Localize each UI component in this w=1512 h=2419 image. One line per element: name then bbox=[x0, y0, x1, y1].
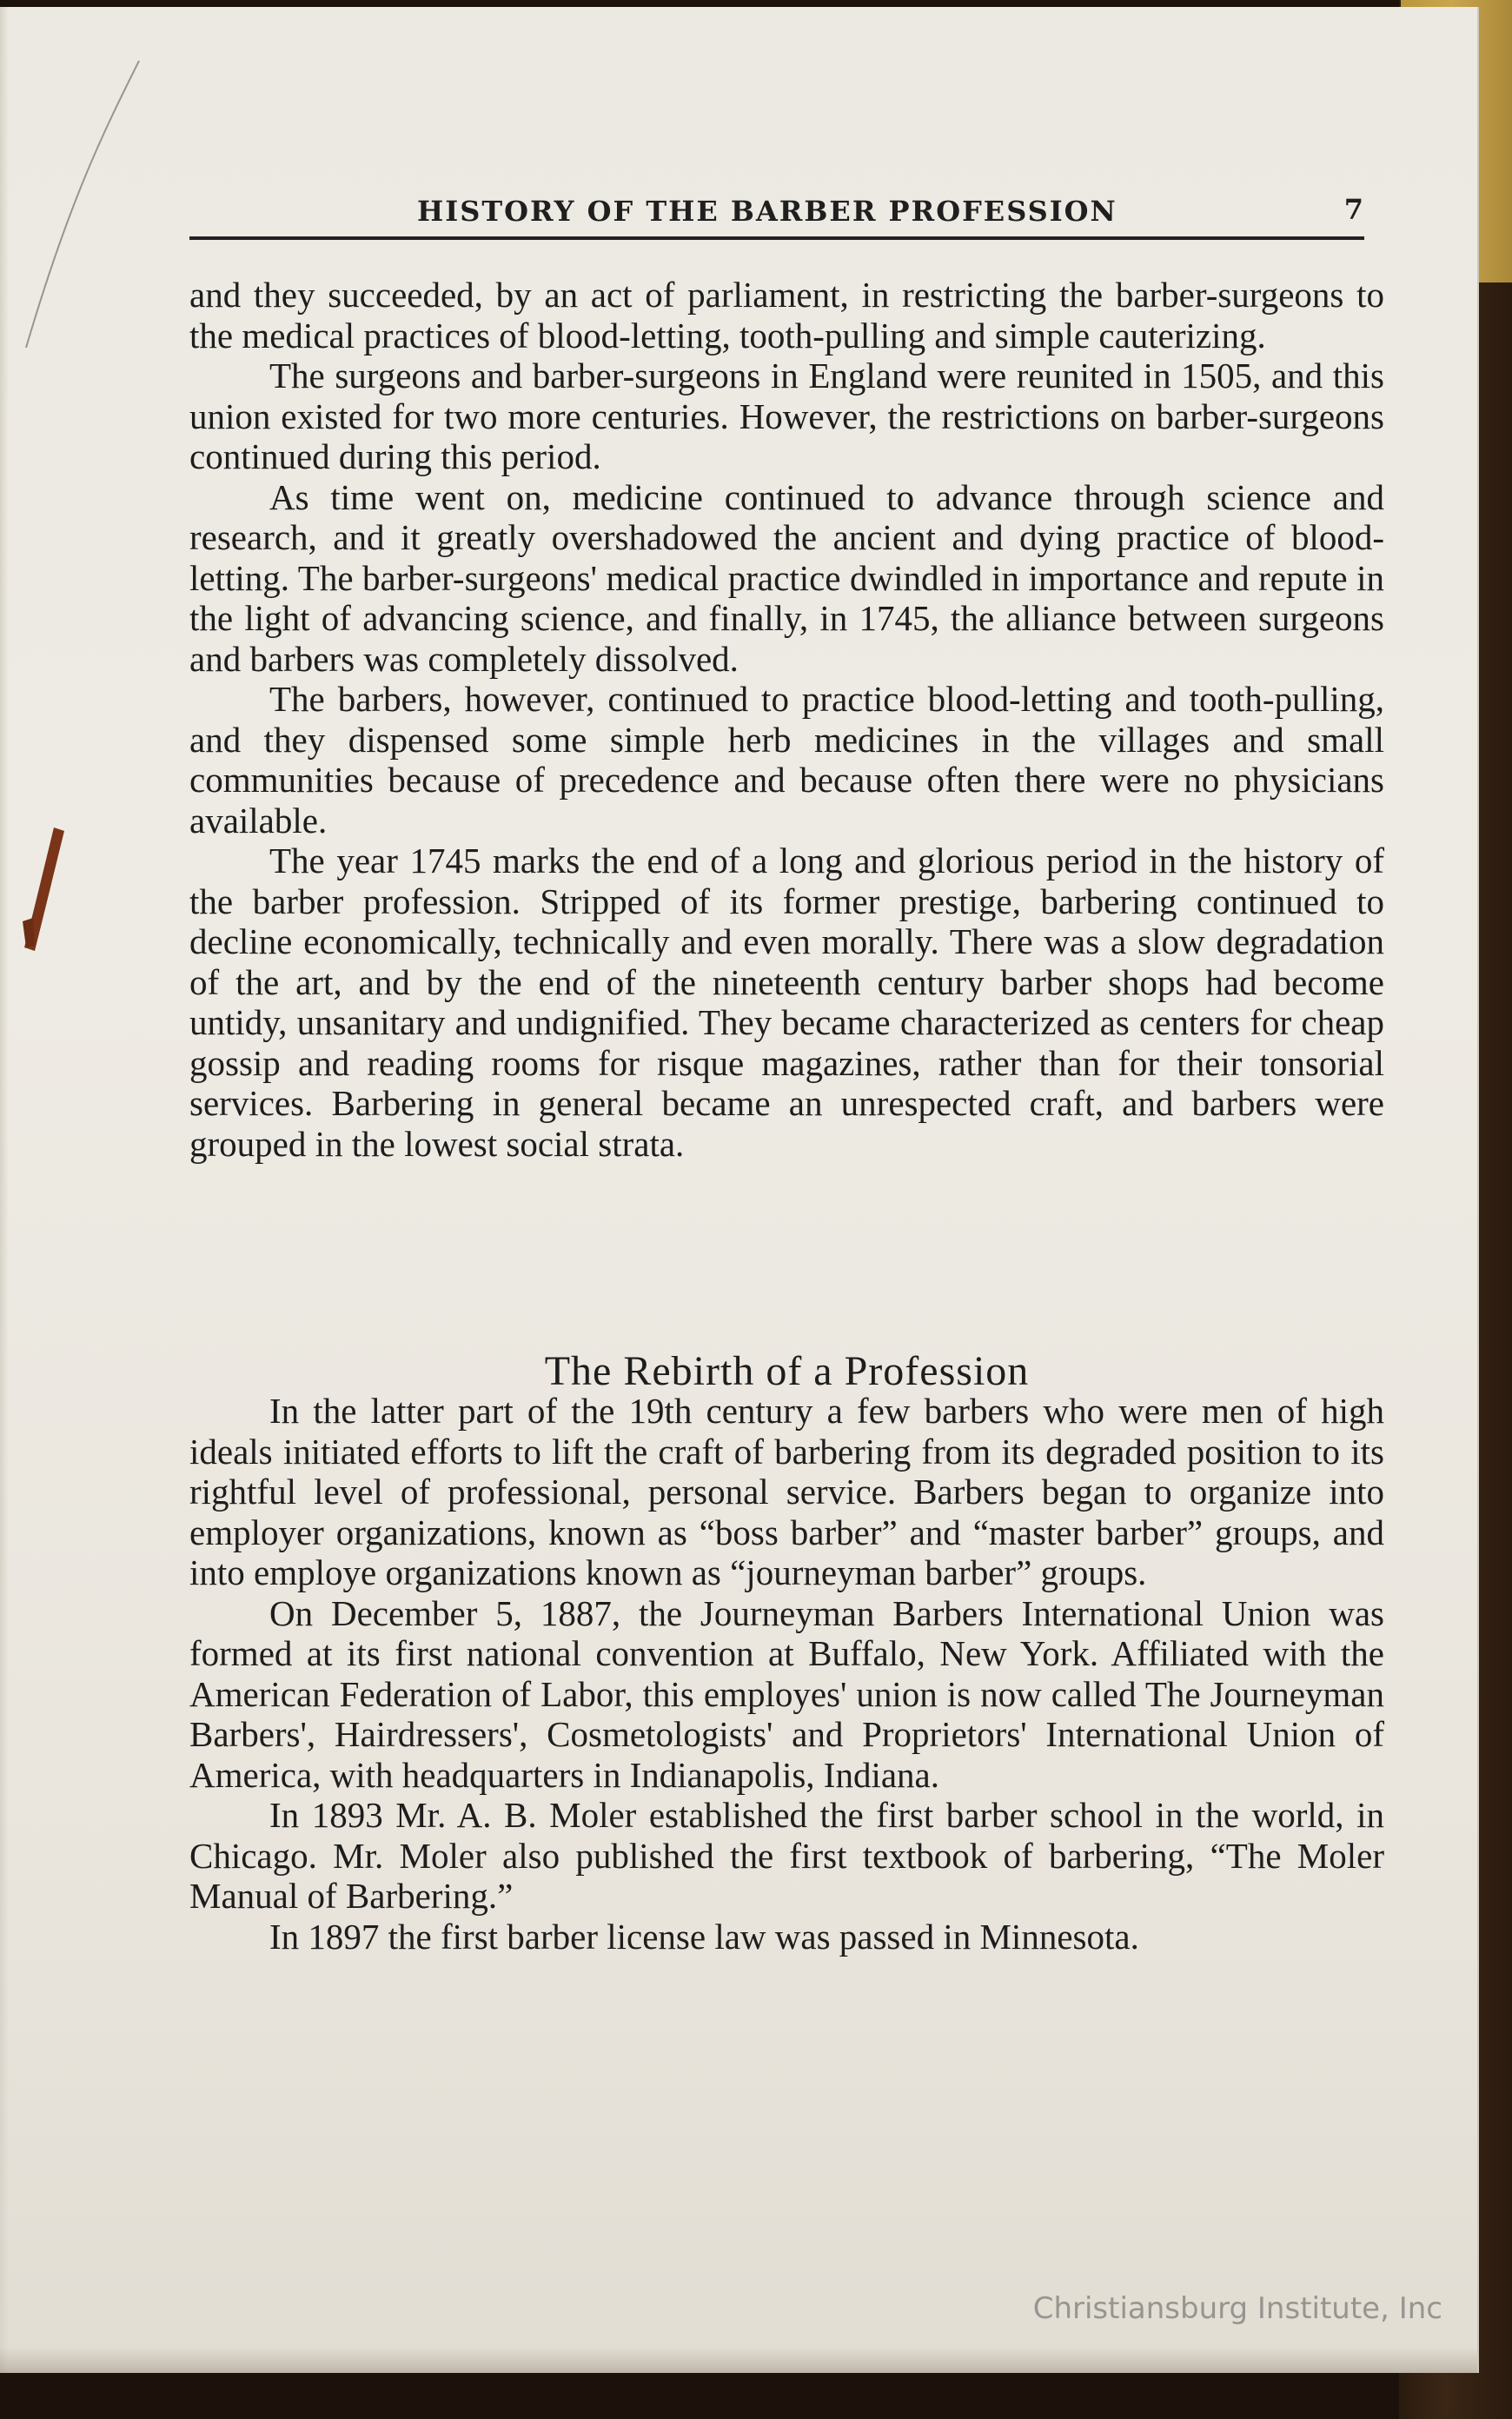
page-edge-shadow bbox=[0, 7, 9, 2373]
watermark: Christiansburg Institute, Inc bbox=[1032, 2291, 1442, 2326]
body-text-part-2 bbox=[189, 1391, 1384, 1957]
paragraph-alliance-dissolved: As time went on, medicine continued to advance through science and research, and it greatly overshadowed the ancient and dying practice of blood-letting. The barber-surgeons' medical practice dwindled in importance and repute in the light of advancing science, and finally, in 1745, the alliance between surgeons and barbers was completely dissolved. bbox=[189, 476, 1384, 679]
paragraph-organizing: In the latter part of the 19th century a few barbers who were men of high ideals initiated efforts to lift the craft of barbering from its degraded position to its rightful level of professional, personal service. Barbers began to organize into employer organizations, known as “boss barber” and “master barber” groups, and into employe organizations known as “journeyman barber” groups. bbox=[189, 1391, 1384, 1592]
running-head bbox=[187, 189, 1370, 236]
paragraph-reunion-1505: The surgeons and barber-surgeons in England were reunited in 1505, and this union existed for two more centuries. However, the restrictions on barber-surgeons continued during this period. bbox=[189, 356, 1384, 476]
paragraph-continued: and they succeeded, by an act of parliament, in restricting the barber-surgeons to the medical practices of blood-letting, tooth-pulling and simple cauterizing. bbox=[189, 275, 1384, 356]
header-rule bbox=[189, 236, 1364, 240]
paragraph-moler-school: In 1893 Mr. A. B. Moler established the first barber school in the world, in Chicago. Mr. Moler also published the first textbook of barbering, “The Moler Manual of Barbering.” bbox=[189, 1795, 1384, 1916]
check-mark-icon bbox=[16, 824, 71, 959]
paragraph-union-formed: On December 5, 1887, the Journeyman Barbers International Union was formed at its first national convention at Buffalo, New York. Affiliated with the American Federation of Labor, this employes' union is now called The Journeyman Barbers', Hairdressers', Cosmetologists' and Proprietors' International Union of America, with headquarters in Indianapolis, Indiana. bbox=[189, 1592, 1384, 1795]
paragraph-license-law: In 1897 the first barber license law was passed in Minnesota. bbox=[269, 1916, 1139, 1957]
page-number: 7 bbox=[1343, 193, 1363, 226]
paragraph-year-1745: The year 1745 marks the end of a long and glorious period in the history of the barber profession. Stripped of its former prestige, barbering continued to decline economically, technically and even morally. There was a slow degradation of the art, and by the end of the nineteenth century barber shops had become untidy, unsanitary and undignified. They became characterized as centers for cheap gossip and reading rooms for risque magazines, rather than for their tonsorial services. Barbering in general became an unrespected craft, and barbers were grouped in the lowest social strata. bbox=[189, 841, 1384, 1164]
paragraph-barbers-continued: The barbers, however, continued to practice blood-letting and tooth-pulling, and they dispensed some simple herb medicines in the villages and small communities because of precedence and because often there were no physicians available. bbox=[189, 679, 1384, 841]
section-heading: The Rebirth of a Profession bbox=[544, 1348, 1030, 1394]
running-head-title: HISTORY OF THE BARBER PROFESSION bbox=[417, 195, 1117, 228]
body-text-part-1 bbox=[189, 275, 1384, 1164]
page-bottom-shadow bbox=[0, 2347, 1477, 2373]
